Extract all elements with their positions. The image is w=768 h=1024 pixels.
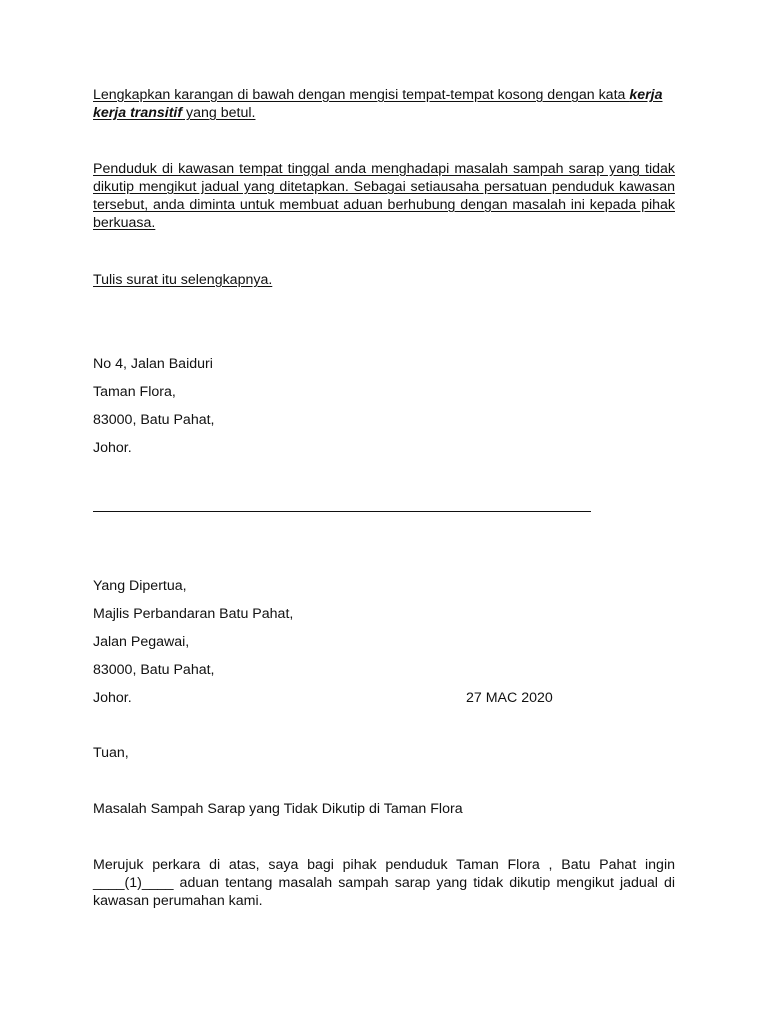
sender-address [93, 350, 214, 462]
recipient-address-line: Majlis Perbandaran Batu Pahat, [93, 606, 294, 622]
salutation: Tuan, [93, 745, 129, 761]
letter-subject: Masalah Sampah Sarap yang Tidak Dikutip di Taman Flora [93, 801, 463, 817]
recipient-address-line: Johor. [93, 690, 132, 706]
instruction-text [93, 86, 675, 122]
instruction-part1: Lengkapkan karangan di bawah dengan mengisi tempat-tempat kosong dengan kata [93, 87, 630, 103]
body-paragraph: Merujuk perkara di atas, saya bagi pihak penduduk Taman Flora , Batu Pahat ingin ____(1)____ aduan tentang masalah sampah sarap yang tidak dikutip mengikut jadual di kawasan perumahan kami. [93, 857, 675, 909]
task-text: Tulis surat itu selengkapnya. [93, 272, 273, 288]
letter-date: 27 MAC 2020 [466, 690, 553, 706]
recipient-address [93, 572, 675, 712]
recipient-address-last-row [93, 684, 675, 712]
scenario-paragraph: Penduduk di kawasan tempat tinggal anda menghadapi masalah sampah sarap yang tidak dikutip mengikut jadual yang ditetapkan. Sebagai setiausaha persatuan penduduk kawasan tersebut, anda diminta untuk membuat aduan berhubung dengan masalah ini kepada pihak berkuasa. [93, 161, 675, 231]
recipient-address-line: Jalan Pegawai, [93, 634, 190, 650]
sender-address-line: Taman Flora, [93, 384, 176, 400]
instruction-part2: yang betul. [182, 105, 256, 121]
recipient-address-line: Yang Dipertua, [93, 578, 187, 594]
divider-line [93, 511, 591, 512]
instruction-bold: kerja kerja transitif [93, 87, 663, 121]
sender-address-line: 83000, Batu Pahat, [93, 412, 215, 428]
sender-address-line: Johor. [93, 440, 132, 456]
recipient-address-line: 83000, Batu Pahat, [93, 662, 215, 678]
sender-address-line: No 4, Jalan Baiduri [93, 356, 213, 372]
